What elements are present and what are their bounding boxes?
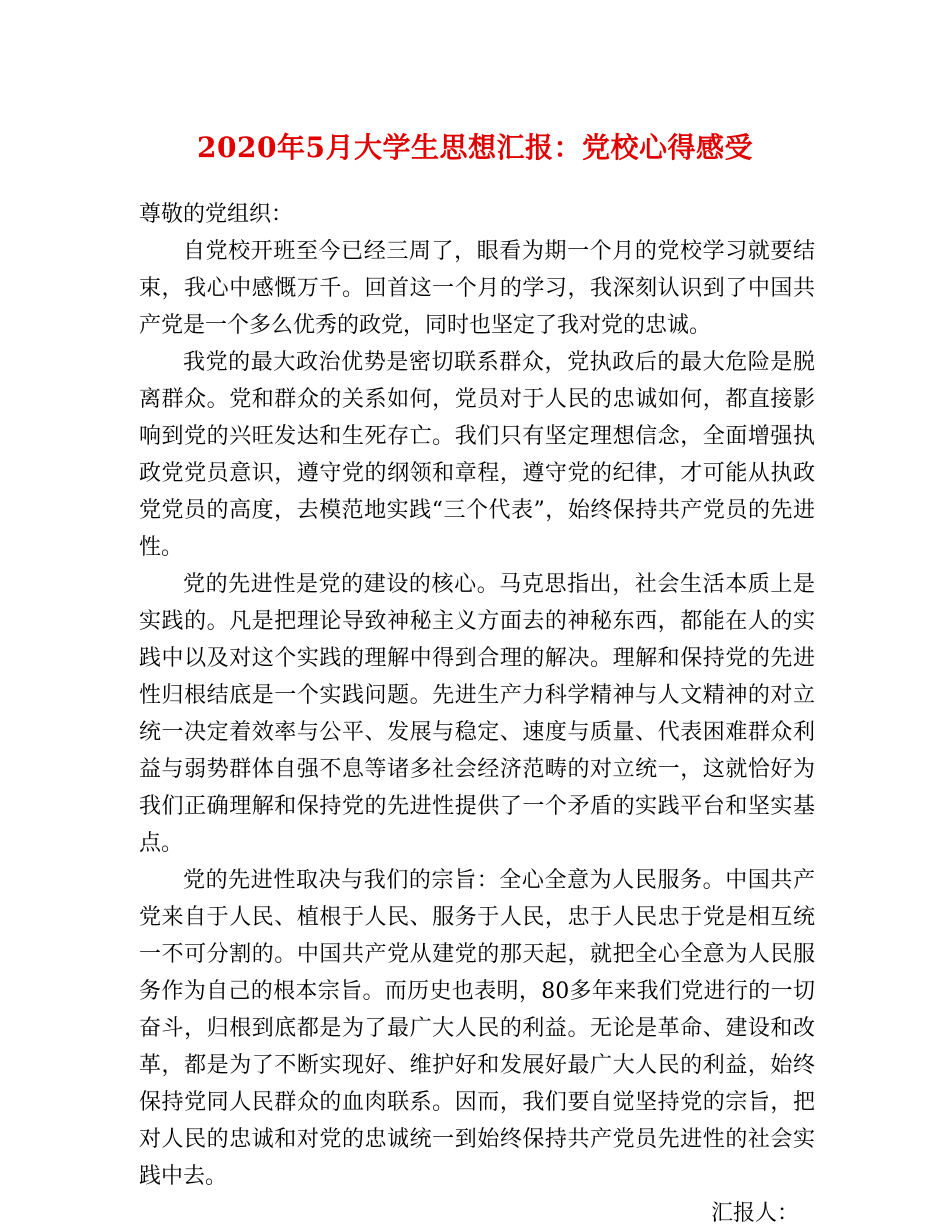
paragraph-3: 党的先进性是党的建设的核心。马克思指出，社会生活本质上是实践的。凡是把理论导致神秘主义方面去的神秘东西，都能在人的实践中以及对这个实践的理解中得到合理的解决。理解和保持党的先进性归根结底是一个实践问题。先进生产力科学精神与人文精神的对立统一决定着效率与公平、发展与稳定、速度与质量、代表困难群众利益与弱势群体自强不息等诸多社会经济范畴的对立统一，这就恰好为我们正确理解和保持党的先进性提供了一个矛盾的实践平台和坚实基点。: [139, 572, 815, 856]
paragraph-2: 我党的最大政治优势是密切联系群众，党执政后的最大危险是脱离群众。党和群众的关系如何，党员对于人民的忠诚如何，都直接影响到党的兴旺发达和生死存亡。我们只有坚定理想信念，全面增强执政党党员意识，遵守党的纲领和章程，遵守党的纪律，才可能从执政党党员的高度，去模范地实践“三个代表”，始终保持共产党员的先进性。: [139, 350, 815, 560]
document-title: 2020年5月大学生思想汇报：党校心得感受: [197, 131, 753, 164]
paragraph-1: 自党校开班至今已经三周了，眼看为期一个月的党校学习就要结束，我心中感慨万千。回首这一个月的学习，我深刻认识到了中国共产党是一个多么优秀的政党，同时也坚定了我对党的忠诚。: [139, 239, 815, 338]
signature-label: 汇报人：: [710, 1201, 799, 1226]
document-body: [139, 196, 815, 1232]
salutation: 尊敬的党组织：: [139, 202, 294, 227]
paragraph-4: 党的先进性取决与我们的宗旨：全心全意为人民服务。中国共产党来自于人民、植根于人民、服务于人民，忠于人民忠于党是相互统一不可分割的。中国共产党从建党的那天起，就把全心全意为人民服务作为自己的根本宗旨。而历史也表明，80多年来我们党进行的一切奋斗，归根到底都是为了最广大人民的利益。无论是革命、建设和改革，都是为了不断实现好、维护好和发展好最广大人民的利益，始终保持党同人民群众的血肉联系。因而，我们要自觉坚持党的宗旨，把对人民的忠诚和对党的忠诚统一到始终保持共产党员先进性的社会实践中去。: [139, 868, 815, 1189]
